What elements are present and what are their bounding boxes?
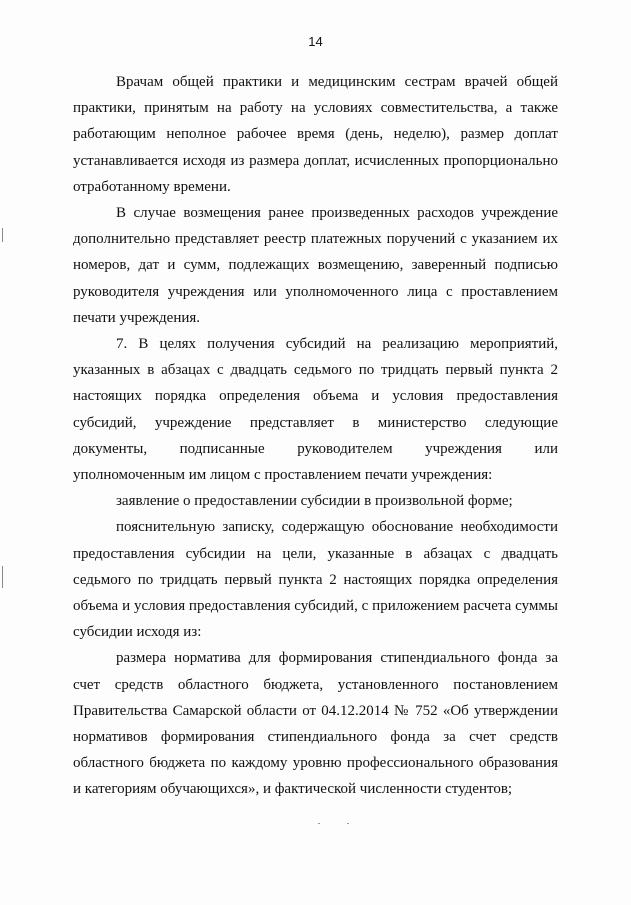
- paragraph-scholarship-norm: размера норматива для формирования стипендиального фонда за счет средств областного бюджета, установленного постановлением Правительства Самарской области от 04.12.2014 № 752 «Об утверждении нормативов формирования стипендиального фонда за счет средств областного бюджета по каждому уровню профессионального образования и категориям обучающихся», и фактической численности студентов;: [73, 650, 558, 798]
- paragraph-explanatory-note: пояснительную записку, содержащую обоснование необходимости предоставления субсидии на цели, указанные в абзацах с двадцать седьмого по тридцать первый пункта 2 настоящих порядка определения объема и условия предоставления субсидий, с приложением расчета суммы субсидии исходя из:: [73, 519, 558, 641]
- scan-speck: [318, 823, 320, 824]
- document-body: [73, 69, 558, 803]
- scan-edge-mark: [2, 228, 3, 242]
- paragraph-part-time-doctors: Врачам общей практики и медицинским сестрам врачей общей практики, принятым на работу на условиях совместительства, а также работающим неполное рабочее время (день, неделю), размер доплат устанавливается исходя из размера доплат, исчисленных пропорционально отработанному времени.: [73, 74, 558, 195]
- paragraph-application: заявление о предоставлении субсидии в произвольной форме;: [116, 493, 513, 510]
- paragraph-item-7: 7. В целях получения субсидий на реализацию мероприятий, указанных в абзацах с двадцать седьмого по тридцать первый пункта 2 настоящих порядка определения объема и условия предоставления субсидий, учреждение представляет в министерство следующие документы, подписанные руководителем учреждения или уполномоченным им лицом с проставлением печати учреждения:: [73, 336, 558, 484]
- paragraph-expense-reimbursement: В случае возмещения ранее произведенных расходов учреждение дополнительно представляет реестр платежных поручений с указанием их номеров, дат и сумм, подлежащих возмещению, заверенный подписью руководителя учреждения или уполномоченного лица с проставлением печати учреждения.: [73, 205, 558, 326]
- scan-edge-mark: [2, 566, 3, 588]
- scan-speck: [347, 823, 349, 824]
- page-number: 14: [308, 34, 323, 49]
